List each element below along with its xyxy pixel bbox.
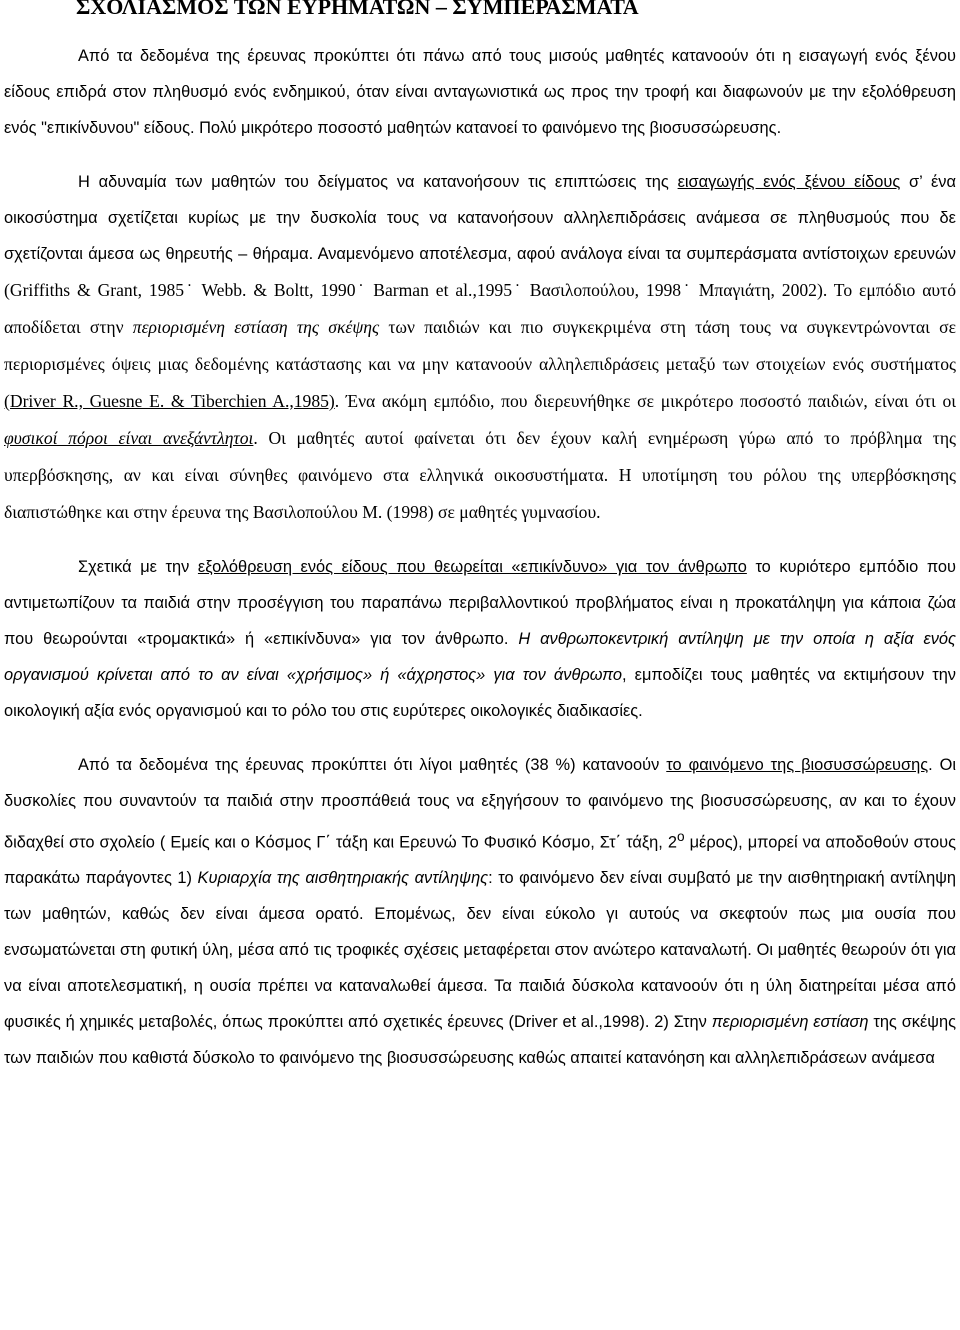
- text-run: των παιδιών και πιο συγκεκριμένα στη τάση τους να συγκεντρώνονται σε περιορισμένες όψεις μιας δεδομένης κατάστασης και να μην κατανοούν αλληλεπιδράσεις μεταξύ των στοιχείων ενός συστήματος: [4, 317, 956, 374]
- text-run: της σκέψης των παιδιών που καθιστά δύσκολο το φαινόμενο της βιοσυσσώρευσης καθώς απαιτεί κατανόηση και αλληλεπιδράσεων ανάμεσα: [4, 1013, 957, 1068]
- text-run: μέρος), μπορεί να αποδοθούν στους παρακάτω παράγοντες 1): [4, 833, 956, 888]
- text-run: Από τα δεδομένα της έρευνας προκύπτει ότι πάνω από τους μισούς μαθητές κατανοούν ότι η εισαγωγή ενός ξένου είδους επιδρά στον πληθυσμό ενός ενδημικού, όταν είναι ανταγωνιστικά ως προς την τροφή και διαφωνούν με την εξολόθρευση ενός "επικίνδυνου" είδους. Πολύ μικρότερο ποσοστό μαθητών κατανοεί το φαινόμενο της βιοσυσσώρευσης.: [4, 47, 956, 137]
- text-run: Η ανθρωποκεντρική αντίληψη με την οποία η αξία ενός οργανισμού κρίνεται από το αν είναι «χρήσιμος» ή «άχρηστος» για τον άνθρωπο: [4, 630, 956, 684]
- text-run: το φαινόμενο της βιοσυσσώρευσης: [666, 756, 929, 774]
- text-run: . Οι μαθητές αυτοί φαίνεται ότι δεν έχουν καλή ενημέρωση γύρω από το πρόβλημα της υπερβόσκησης, αν και είναι σύνηθες φαινόμενο στα ελληνικά οικοσυστήματα. Η υποτίμηση του ρόλου της υπερβόσκησης διαπιστώθηκε και στην έρευνα της Βασιλοπούλου Μ. (1998) σε μαθητές γυμνασίου.: [4, 428, 956, 522]
- text-run: ο: [676, 829, 685, 844]
- paragraph-3: [4, 549, 956, 729]
- section-heading: ΣΧΟΛΙΑΣΜΟΣ ΤΩΝ ΕΥΡΗΜΑΤΩΝ – ΣΥΜΠΕΡΑΣΜΑΤΑ: [76, 0, 639, 19]
- paragraph-4: [4, 747, 956, 1076]
- text-run: Κυριαρχία της αισθητηριακής αντίληψης: [197, 869, 489, 888]
- text-run: Από τα δεδομένα της έρευνας προκύπτει ότι λίγοι μαθητές (38 %) κατανοούν: [78, 756, 667, 774]
- text-run: περιορισμένη εστίαση: [711, 1013, 869, 1032]
- text-run: (Griffiths & Grant, 1985˙ Webb. & Boltt, 1990˙ Barman et al.,1995˙ Βασιλοπούλου, 1998˙ Μπαγιάτη, 2002). Το εμπόδιο αυτό αποδίδεται στην: [4, 280, 956, 337]
- text-run: Σχετικά με την: [78, 558, 198, 576]
- text-run: σ’ ένα οικοσύστημα σχετίζεται κυρίως με την δυσκολία τους να κατανοήσουν αλληλεπιδράσεις ανάμεσα σε πληθυσμούς που δε σχετίζονται άμεσα ως θηρευτής – θήραμα. Αναμενόμενο αποτέλεσμα, αφού ανάλογα είναι τα συμπεράσματα αντίστοιχων ερευνών: [4, 173, 956, 263]
- text-run: (Driver R., Guesne E. & Tiberchien A.,1985): [4, 391, 335, 411]
- text-run: φυσικοί πόροι είναι ανεξάντλητοι: [4, 428, 254, 448]
- text-run: . Ένα ακόμη εμπόδιο, που διερευνήθηκε σε μικρότερο ποσοστό παιδιών, είναι ότι οι: [334, 391, 956, 411]
- text-run: : το φαινόμενο δεν είναι συμβατό με την αισθητηριακή αντίληψη των μαθητών, καθώς δεν είναι άμεσα ορατό. Επομένως, δεν είναι εύκολο γι αυτούς να σκεφτούν πως μια ουσία που ενσωματώνεται στη φυτική ύλη, μέσα από τις τροφικές σχέσεις μεταφέρεται στον ανώτερο καταναλωτή. Οι μαθητές θεωρούν ότι για να είναι αποτελεσματική, η ουσία πρέπει να καταναλωθεί άμεσα. Τα παιδιά δύσκολα κατανοούν ότι η ύλη διατηρείται μέσα από φυσικές ή χημικές μεταβολές, όπως προκύπτει από σχετικές έρευνες (Driver et al.,1998). 2) Στην: [4, 869, 956, 1032]
- paragraph-2: [4, 164, 956, 531]
- text-run: , εμποδίζει τους μαθητές να εκτιμήσουν την οικολογική αξία ενός οργανισμού και το ρόλο του στις ευρύτερες οικολογικές διαδικασίες.: [4, 666, 957, 720]
- text-run: . Οι δυσκολίες που συναντούν τα παιδιά στην προσπάθειά τους να εξηγήσουν το φαινόμενο της βιοσυσσώρευσης, αν και το έχουν διδαχθεί στο σχολείο ( Εμείς και ο Κόσμος Γ΄ τάξη και Ερευνώ Το Φυσικό Κόσμο, Στ΄ τάξη, 2: [4, 756, 957, 852]
- paragraph-1: [4, 38, 956, 146]
- text-run: εξολόθρευση ενός είδους που θεωρείται «επικίνδυνο» για τον άνθρωπο: [197, 558, 747, 576]
- text-run: το κυριότερο εμπόδιο που αντιμετωπίζουν τα παιδιά στην προσέγγιση του παραπάνω περιβαλλοντικού προβλήματος είναι η προκατάληψη για κάποια ζώα που θεωρούνται «τρομακτικά» ή «επικίνδυνα» για τον άνθρωπο.: [4, 558, 956, 648]
- text-run: Η αδυναμία των μαθητών του δείγματος να κατανοήσουν τις επιπτώσεις της: [78, 173, 678, 191]
- text-run: εισαγωγής ενός ξένου είδους: [677, 173, 901, 191]
- text-run: περιορισμένη εστίαση της σκέψης: [132, 317, 380, 337]
